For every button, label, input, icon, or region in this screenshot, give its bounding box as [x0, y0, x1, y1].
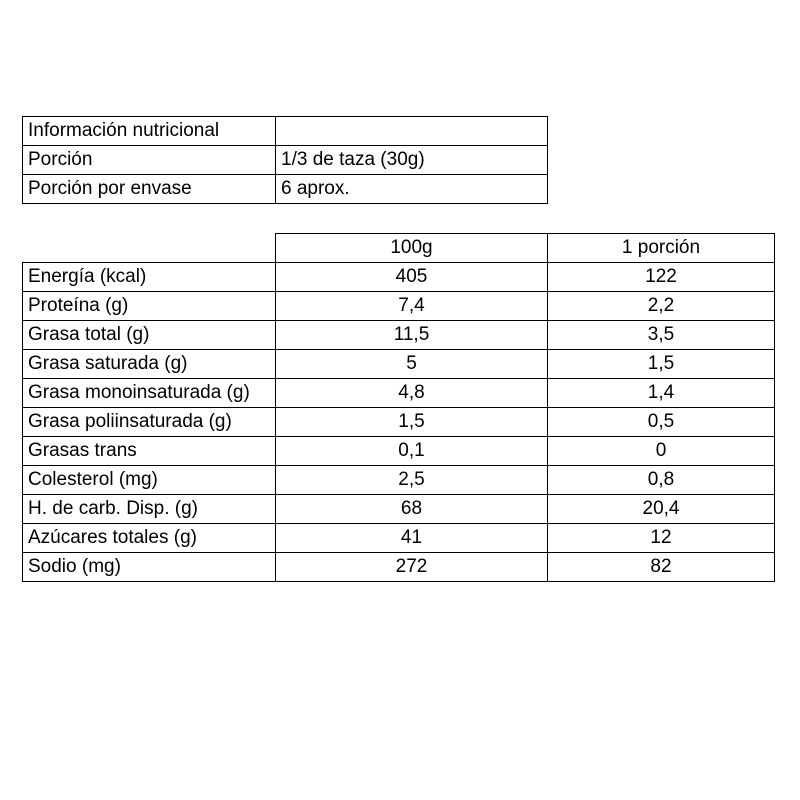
- nutrient-label: Grasa poliinsaturada (g): [23, 408, 276, 437]
- value-per-100g: 68: [276, 495, 548, 524]
- nutrient-label: Sodio (mg): [23, 553, 276, 582]
- table-header-row: [23, 234, 775, 263]
- value-per-100g: 5: [276, 350, 548, 379]
- info-value: 6 aprox.: [276, 175, 548, 204]
- table-row: [23, 466, 775, 495]
- value-per-portion: 122: [548, 263, 775, 292]
- value-per-100g: 1,5: [276, 408, 548, 437]
- nutrient-label: H. de carb. Disp. (g): [23, 495, 276, 524]
- value-per-100g: 41: [276, 524, 548, 553]
- table-row: [23, 379, 775, 408]
- nutrient-label: Grasa saturada (g): [23, 350, 276, 379]
- value-per-100g: 11,5: [276, 321, 548, 350]
- value-per-portion: 1,5: [548, 350, 775, 379]
- value-per-portion: 0,8: [548, 466, 775, 495]
- info-label: Porción: [23, 146, 276, 175]
- value-per-portion: 3,5: [548, 321, 775, 350]
- nutrient-label: Grasa monoinsaturada (g): [23, 379, 276, 408]
- info-value: 1/3 de taza (30g): [276, 146, 548, 175]
- nutrient-label: Energía (kcal): [23, 263, 276, 292]
- info-table: [22, 116, 548, 204]
- info-label: Porción por envase: [23, 175, 276, 204]
- value-per-portion: 20,4: [548, 495, 775, 524]
- table-row: [23, 350, 775, 379]
- table-row: [23, 263, 775, 292]
- nutrient-label: Grasa total (g): [23, 321, 276, 350]
- table-row: [23, 408, 775, 437]
- value-per-100g: 4,8: [276, 379, 548, 408]
- table-row: [23, 524, 775, 553]
- nutrient-label: Proteína (g): [23, 292, 276, 321]
- column-header-portion: 1 porción: [548, 234, 775, 263]
- value-per-portion: 1,4: [548, 379, 775, 408]
- table-row: [23, 292, 775, 321]
- info-title: Información nutricional: [23, 117, 276, 146]
- table-row: [23, 553, 775, 582]
- value-per-portion: 0,5: [548, 408, 775, 437]
- value-per-100g: 405: [276, 263, 548, 292]
- value-per-100g: 2,5: [276, 466, 548, 495]
- nutrient-label: Colesterol (mg): [23, 466, 276, 495]
- nutrient-label: Grasas trans: [23, 437, 276, 466]
- table-row: [23, 175, 548, 204]
- column-header-100g: 100g: [276, 234, 548, 263]
- value-per-100g: 0,1: [276, 437, 548, 466]
- value-per-portion: 0: [548, 437, 775, 466]
- value-per-100g: 272: [276, 553, 548, 582]
- value-per-portion: 12: [548, 524, 775, 553]
- nutrition-table: [22, 233, 775, 582]
- value-per-portion: 2,2: [548, 292, 775, 321]
- info-title-value: [276, 117, 548, 146]
- table-row: [23, 437, 775, 466]
- value-per-portion: 82: [548, 553, 775, 582]
- value-per-100g: 7,4: [276, 292, 548, 321]
- table-row: [23, 146, 548, 175]
- table-row: [23, 495, 775, 524]
- table-row: [23, 321, 775, 350]
- header-empty-cell: [23, 234, 276, 263]
- nutrient-label: Azúcares totales (g): [23, 524, 276, 553]
- table-row: [23, 117, 548, 146]
